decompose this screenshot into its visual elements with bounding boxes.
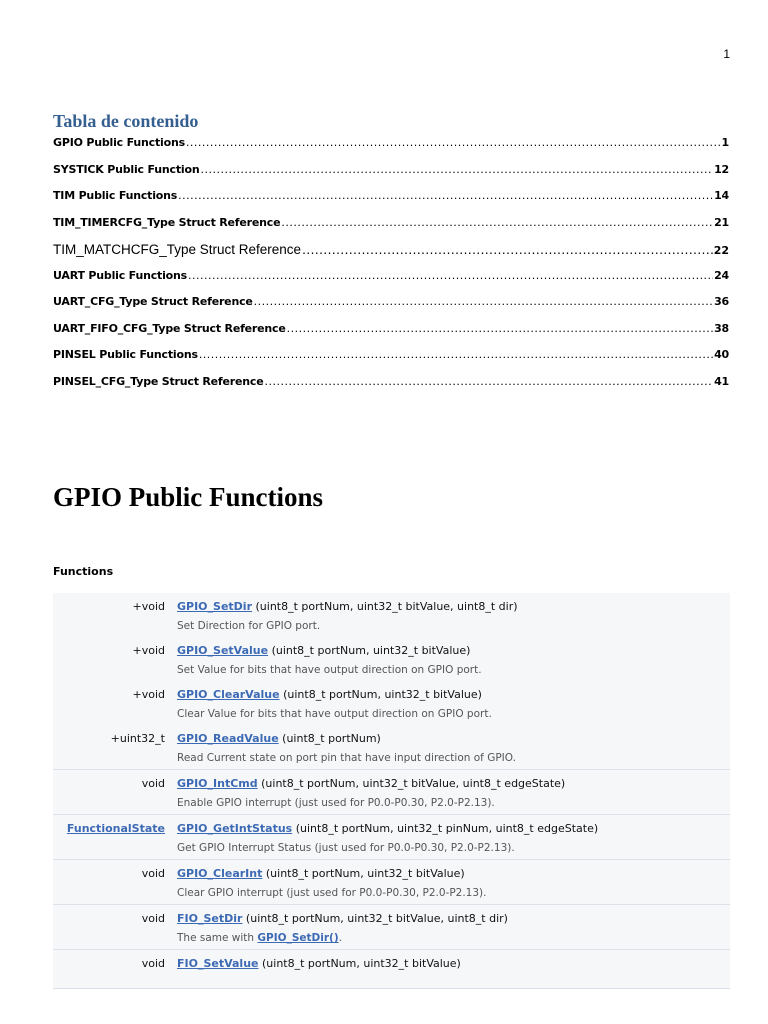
- toc-entry-label: GPIO Public Functions: [53, 136, 185, 149]
- section-title: GPIO Public Functions: [53, 482, 324, 512]
- table-of-contents: [53, 136, 729, 401]
- description-text: The same with: [177, 932, 258, 944]
- function-params: (uint8_t portNum, uint32_t pinNum, uint8_t edgeState): [292, 822, 599, 835]
- toc-entry[interactable]: [53, 348, 729, 375]
- description-suffix: .: [338, 932, 342, 944]
- function-params: (uint8_t portNum): [278, 732, 381, 745]
- function-signature: [177, 770, 730, 815]
- function-description: Get GPIO Interrupt Status (just used for P0.0-P0.30, P2.0-P2.13).: [177, 842, 515, 854]
- return-type: void: [53, 905, 177, 950]
- toc-entry-label: TIM Public Functions: [53, 189, 178, 202]
- function-description: Set Value for bits that have output direction on GPIO port.: [177, 664, 482, 676]
- function-row: [53, 950, 730, 989]
- function-params: (uint8_t portNum, uint32_t bitValue, uint8_t dir): [252, 600, 518, 613]
- return-type-cell: [53, 815, 177, 860]
- function-description: Clear Value for bits that have output direction on GPIO port.: [177, 708, 492, 720]
- toc-entry-label: TIM_TIMERCFG_Type Struct Reference: [53, 215, 281, 229]
- toc-entry-page: 36: [714, 295, 729, 308]
- toc-entry[interactable]: [53, 189, 729, 216]
- toc-entry-label: PINSEL_CFG_Type Struct Reference: [53, 374, 264, 388]
- toc-entry[interactable]: [53, 295, 729, 322]
- function-row: [53, 637, 730, 681]
- function-link[interactable]: GPIO_IntCmd: [177, 777, 258, 790]
- function-params: (uint8_t portNum, uint32_t bitValue): [262, 867, 465, 880]
- description-link[interactable]: GPIO_SetDir(): [257, 932, 339, 944]
- toc-leader-dots: [186, 136, 721, 149]
- function-signature: [177, 815, 730, 860]
- return-type: +void: [53, 593, 177, 637]
- toc-entry[interactable]: [53, 269, 729, 296]
- return-type: void: [53, 950, 177, 989]
- function-description: Enable GPIO interrupt (just used for P0.0-P0.30, P2.0-P2.13).: [177, 797, 495, 809]
- function-link[interactable]: GPIO_ClearInt: [177, 867, 263, 880]
- function-row: [53, 860, 730, 905]
- toc-entry-page: 24: [714, 268, 729, 282]
- toc-entry-page: 1: [721, 136, 729, 149]
- function-params: (uint8_t portNum, uint32_t bitValue): [258, 957, 461, 970]
- toc-leader-dots: [178, 189, 713, 202]
- function-description: [177, 930, 730, 946]
- toc-leader-dots: [254, 295, 713, 308]
- toc-leader-dots: [264, 375, 713, 388]
- function-params: (uint8_t portNum, uint32_t bitValue): [279, 688, 482, 701]
- function-row: [53, 593, 730, 637]
- function-link[interactable]: FIO_SetDir: [177, 912, 243, 925]
- toc-entry[interactable]: [53, 136, 729, 163]
- return-type: +uint32_t: [53, 725, 177, 770]
- return-type: void: [53, 770, 177, 815]
- function-link[interactable]: GPIO_SetValue: [177, 644, 269, 657]
- toc-entry-label: PINSEL Public Functions: [53, 348, 198, 361]
- toc-entry-label: UART Public Functions: [53, 268, 187, 282]
- function-params: (uint8_t portNum, uint32_t bitValue, uint8_t edgeState): [257, 777, 566, 790]
- function-signature: [177, 860, 730, 905]
- toc-leader-dots: [188, 269, 713, 282]
- toc-entry-label: UART_CFG_Type Struct Reference: [53, 295, 253, 308]
- page-number: 1: [723, 47, 730, 61]
- function-row: [53, 905, 730, 950]
- function-params: (uint8_t portNum, uint32_t bitValue): [268, 644, 471, 657]
- toc-entry[interactable]: [53, 322, 729, 349]
- toc-leader-dots: [302, 242, 713, 257]
- function-row: [53, 725, 730, 770]
- function-link[interactable]: GPIO_ReadValue: [177, 732, 279, 745]
- function-signature: [177, 593, 730, 637]
- toc-entry-page: 12: [714, 162, 729, 176]
- toc-entry[interactable]: [53, 163, 729, 190]
- function-signature: [177, 637, 730, 681]
- toc-entry-label: TIM_MATCHCFG_Type Struct Reference: [53, 242, 302, 257]
- function-link[interactable]: FIO_SetValue: [177, 957, 259, 970]
- toc-leader-dots: [287, 322, 713, 335]
- toc-heading: Tabla de contenido: [53, 111, 199, 131]
- function-signature: [177, 950, 730, 989]
- function-description: Set Direction for GPIO port.: [177, 620, 321, 632]
- toc-entry-page: 22: [713, 244, 729, 257]
- toc-entry-page: 14: [714, 189, 729, 202]
- return-type-link[interactable]: FunctionalState: [66, 822, 165, 835]
- function-description: Clear GPIO interrupt (just used for P0.0-P0.30, P2.0-P2.13).: [177, 887, 487, 899]
- toc-entry[interactable]: [53, 216, 729, 243]
- toc-entry-page: 38: [714, 321, 729, 335]
- return-type: +void: [53, 681, 177, 725]
- function-row: [53, 681, 730, 725]
- toc-leader-dots: [200, 163, 713, 176]
- function-signature: [177, 725, 730, 770]
- function-signature: [177, 681, 730, 725]
- functions-table: [53, 593, 730, 989]
- function-link[interactable]: GPIO_GetIntStatus: [177, 822, 293, 835]
- function-link[interactable]: GPIO_ClearValue: [177, 688, 280, 701]
- toc-entry-page: 21: [714, 215, 729, 229]
- function-row: [53, 770, 730, 815]
- function-row: [53, 815, 730, 860]
- function-signature: [177, 905, 730, 950]
- function-link[interactable]: GPIO_SetDir: [177, 600, 253, 613]
- function-description: Read Current state on port pin that have input direction of GPIO.: [177, 752, 516, 764]
- return-type: +void: [53, 637, 177, 681]
- toc-entry-label: SYSTICK Public Function: [53, 162, 200, 176]
- toc-leader-dots: [281, 216, 713, 229]
- toc-entry-page: 41: [714, 374, 729, 388]
- toc-entry-page: 40: [714, 348, 729, 361]
- function-params: (uint8_t portNum, uint32_t bitValue, uint8_t dir): [242, 912, 508, 925]
- toc-leader-dots: [199, 348, 713, 361]
- toc-entry[interactable]: [53, 242, 729, 269]
- return-type: void: [53, 860, 177, 905]
- functions-label: Functions: [53, 565, 114, 578]
- toc-entry[interactable]: [53, 375, 729, 402]
- toc-entry-label: UART_FIFO_CFG_Type Struct Reference: [53, 321, 286, 335]
